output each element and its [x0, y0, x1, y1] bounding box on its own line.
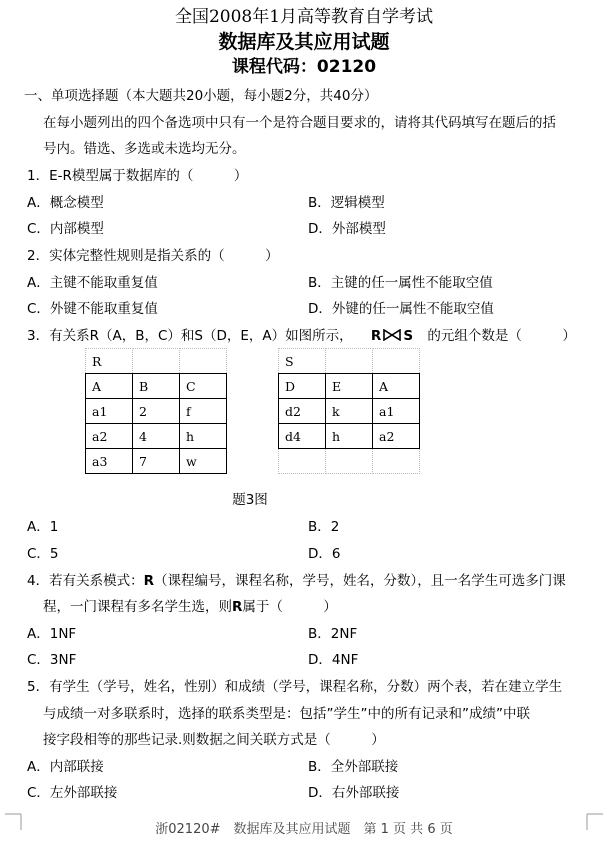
relation-s-column: A	[373, 374, 420, 399]
relation-r-cell: 7	[133, 449, 180, 474]
relation-r-cell: w	[180, 449, 227, 474]
question-1-option-d: D．外部模型	[308, 221, 386, 237]
table-row	[279, 424, 420, 449]
question-4-stem-line-2: 程，一门课程有多名学生选，则R属于（ ）	[43, 599, 337, 615]
join-left-operand: R	[370, 328, 382, 344]
relation-s-cell: k	[326, 399, 373, 424]
relation-r-cell: 2	[133, 399, 180, 424]
relation-s-cell: h	[326, 424, 373, 449]
question-5-stem-line-3: 接字段相等的那些记录.则数据之间关联方式是（ ）	[43, 732, 385, 748]
relation-r-cell: 4	[133, 424, 180, 449]
question-1-option-a: A．概念模型	[27, 195, 104, 211]
relation-r-cell: a2	[86, 424, 133, 449]
question-4-option-a: A．1NF	[27, 626, 77, 642]
question-3-stem-post: 的元组个数是（ ）	[427, 328, 576, 344]
section-instruction-1: 在每小题列出的四个备选项中只有一个是符合题目要求的，请将其代码填写在题后的括	[43, 115, 556, 131]
question-2-option-d: D．外键的任一属性不能取空值	[308, 301, 494, 317]
section-title: 一、单项选择题（本大题共20小题，每小题2分，共40分）	[24, 88, 378, 104]
relation-r-cell: a1	[86, 399, 133, 424]
relation-s-cell: d4	[279, 424, 326, 449]
relation-s-cell: d2	[279, 399, 326, 424]
question-3-option-d: D．6	[308, 546, 341, 562]
relation-s-cell: a2	[373, 424, 420, 449]
question-3-stem	[27, 324, 576, 344]
question-5-option-d: D．右外部联接	[308, 785, 400, 801]
relation-r-cell: h	[180, 424, 227, 449]
section-instruction-2: 号内。错选、多选或未选均无分。	[43, 141, 246, 157]
relation-r-column: C	[180, 374, 227, 399]
question-4-option-c: C．3NF	[27, 652, 77, 668]
question-5-stem-line-1: 5．有学生（学号，姓名，性别）和成绩（学号，课程名称，分数）两个表，若在建立学生	[27, 679, 563, 695]
table-row	[86, 399, 227, 424]
question-1-option-b: B．逻辑模型	[308, 195, 385, 211]
table-row	[86, 449, 227, 474]
relation-s-column: D	[279, 374, 326, 399]
relation-r-cell: a3	[86, 449, 133, 474]
question-5-option-b: B．全外部联接	[308, 759, 399, 775]
question-2-option-a: A．主键不能取重复值	[27, 275, 158, 291]
page-footer: 浙02120# 数据库及其应用试题 第 1 页 共 6 页	[155, 822, 453, 837]
question-3-option-a: A．1	[27, 519, 59, 535]
question-3-option-b: B．2	[308, 519, 340, 535]
question-3-stem-pre: 3．有关系R（A，B，C）和S（D，E，A）如图所示，	[27, 328, 353, 344]
relation-s-cell: a1	[373, 399, 420, 424]
relation-r-cell: f	[180, 399, 227, 424]
question-2-option-b: B．主键的任一属性不能取空值	[308, 275, 493, 291]
question-5-stem-line-2: 与成绩一对多联系时，选择的联系类型是：包括”学生”中的所有记录和”成绩”中联	[43, 706, 530, 722]
question-4-stem-line-1: 4．若有关系模式：R（课程编号，课程名称，学号，姓名，分数），且一名学生可选多门课	[27, 573, 566, 589]
question-2-stem: 2．实体完整性规则是指关系的（ ）	[27, 248, 279, 264]
figure-caption: 题3图	[232, 492, 268, 508]
exam-header: 全国2008年1月高等教育自学考试	[174, 7, 434, 27]
relation-s-column: E	[326, 374, 373, 399]
question-3-option-c: C．5	[27, 546, 59, 562]
question-1-option-c: C．内部模型	[27, 221, 104, 237]
table-row	[86, 424, 227, 449]
relation-s-table	[278, 348, 420, 474]
question-4-option-b: B．2NF	[308, 626, 358, 642]
question-2-option-c: C．外键不能取重复值	[27, 301, 158, 317]
question-5-option-a: A．内部联接	[27, 759, 104, 775]
relation-r-column: B	[133, 374, 180, 399]
relation-r-column: A	[86, 374, 133, 399]
question-1-stem: 1．E-R模型属于数据库的（ ）	[27, 168, 248, 184]
natural-join-icon	[383, 329, 401, 341]
question-5-option-c: C．左外部联接	[27, 785, 118, 801]
relation-s-name: S	[279, 349, 326, 374]
course-code: 课程代码：02120	[231, 57, 377, 77]
table-row	[279, 399, 420, 424]
relation-r-name: R	[86, 349, 133, 374]
exam-title: 数据库及其应用试题	[218, 31, 390, 53]
join-right-operand: S	[403, 328, 414, 344]
relation-r-table	[85, 348, 227, 474]
question-4-option-d: D．4NF	[308, 652, 359, 668]
